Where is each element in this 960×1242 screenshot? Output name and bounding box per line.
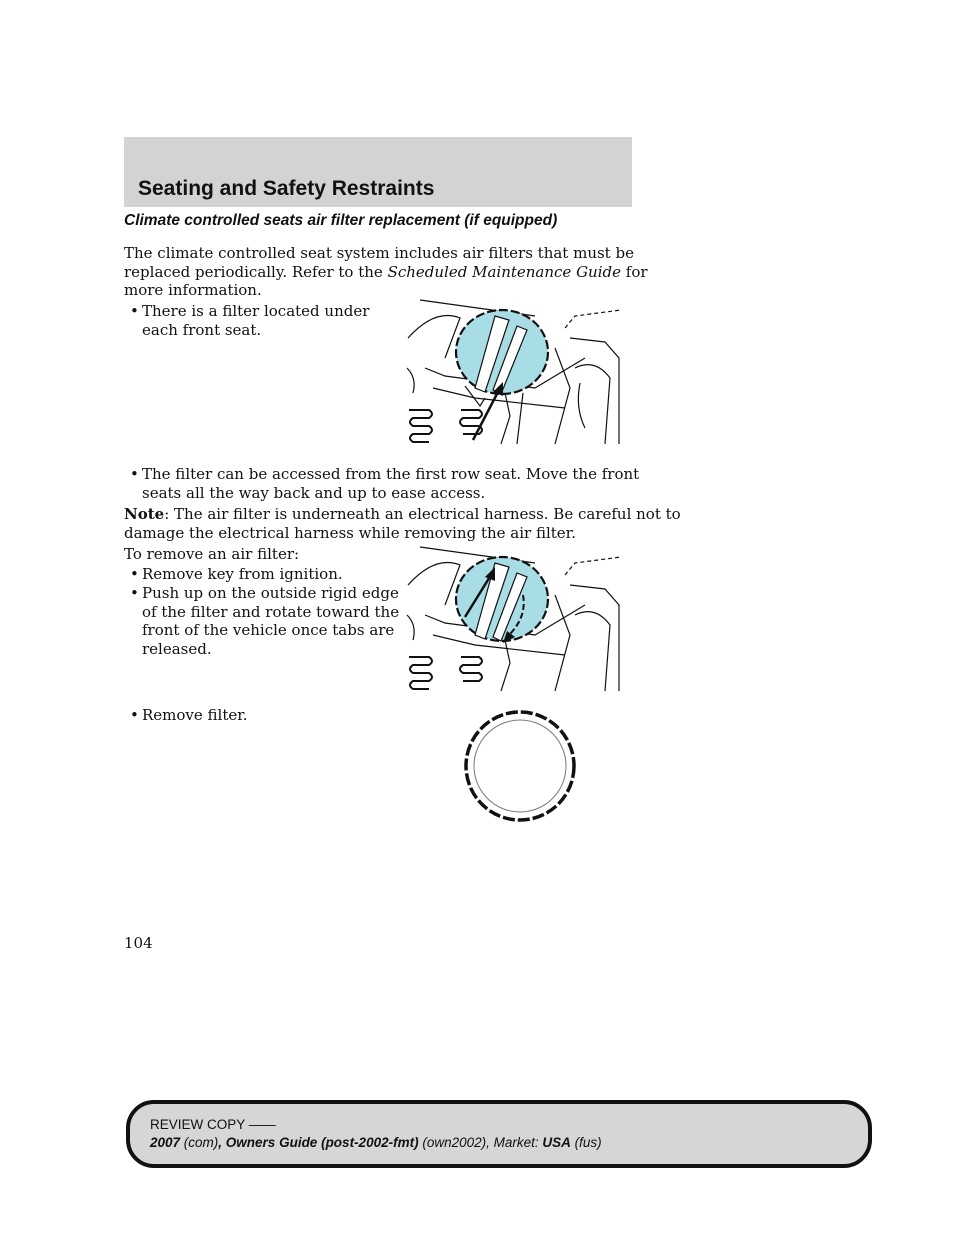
intro-paragraph [124, 244, 648, 300]
page-number: 104 [124, 934, 153, 952]
bullet-dot: • [130, 302, 139, 320]
bullet-remove-filter: • Remove filter. [130, 706, 248, 724]
review-copy-details: 2007 (com), Owners Guide (post-2002-fmt) (own2002), Market: USA (fus) [150, 1135, 602, 1150]
note-paragraph [124, 505, 681, 542]
bullet-filter-access: • The filter can be accessed from the first row seat. Move the front seats all the way back and up to ease access. [130, 465, 640, 502]
review-copy-banner [126, 1100, 872, 1168]
remove-intro: To remove an air filter: [124, 545, 300, 563]
bullet-dot: • [130, 565, 139, 583]
section-header-band [124, 137, 632, 207]
note-label: Note [124, 505, 165, 523]
bullet-push-rotate: • Push up on the outside rigid edge of the filter and rotate toward the front of the vehicle once tabs are released. [130, 584, 400, 658]
bullet-dot: • [130, 706, 139, 724]
section-title: Seating and Safety Restraints [138, 177, 435, 200]
scheduled-maintenance-guide-ref: Scheduled Maintenance Guide [387, 262, 621, 281]
bullet-filter-location: • There is a filter located under each front seat. [130, 302, 370, 339]
subheading: Climate controlled seats air filter replacement (if equipped) [124, 212, 558, 229]
removed-filter-illustration [462, 708, 578, 824]
intro-line-3: more information. [124, 281, 262, 299]
bullet-dot: • [130, 465, 139, 483]
intro-line-2: replaced periodically. Refer to the Scheduled Maintenance Guide for [124, 262, 648, 281]
bullet-remove-key: • Remove key from ignition. [130, 565, 343, 583]
intro-line-1: The climate controlled seat system includes air filters that must be [124, 244, 634, 262]
filter-rotate-illustration [405, 545, 621, 691]
bullet-dot: • [130, 584, 139, 602]
review-copy-label: REVIEW COPY —— [150, 1117, 276, 1132]
note-line-1: Note: The air filter is underneath an electrical harness. Be careful not to [124, 505, 681, 523]
note-line-2: damage the electrical harness while removing the air filter. [124, 523, 576, 542]
filter-location-illustration [405, 298, 621, 444]
